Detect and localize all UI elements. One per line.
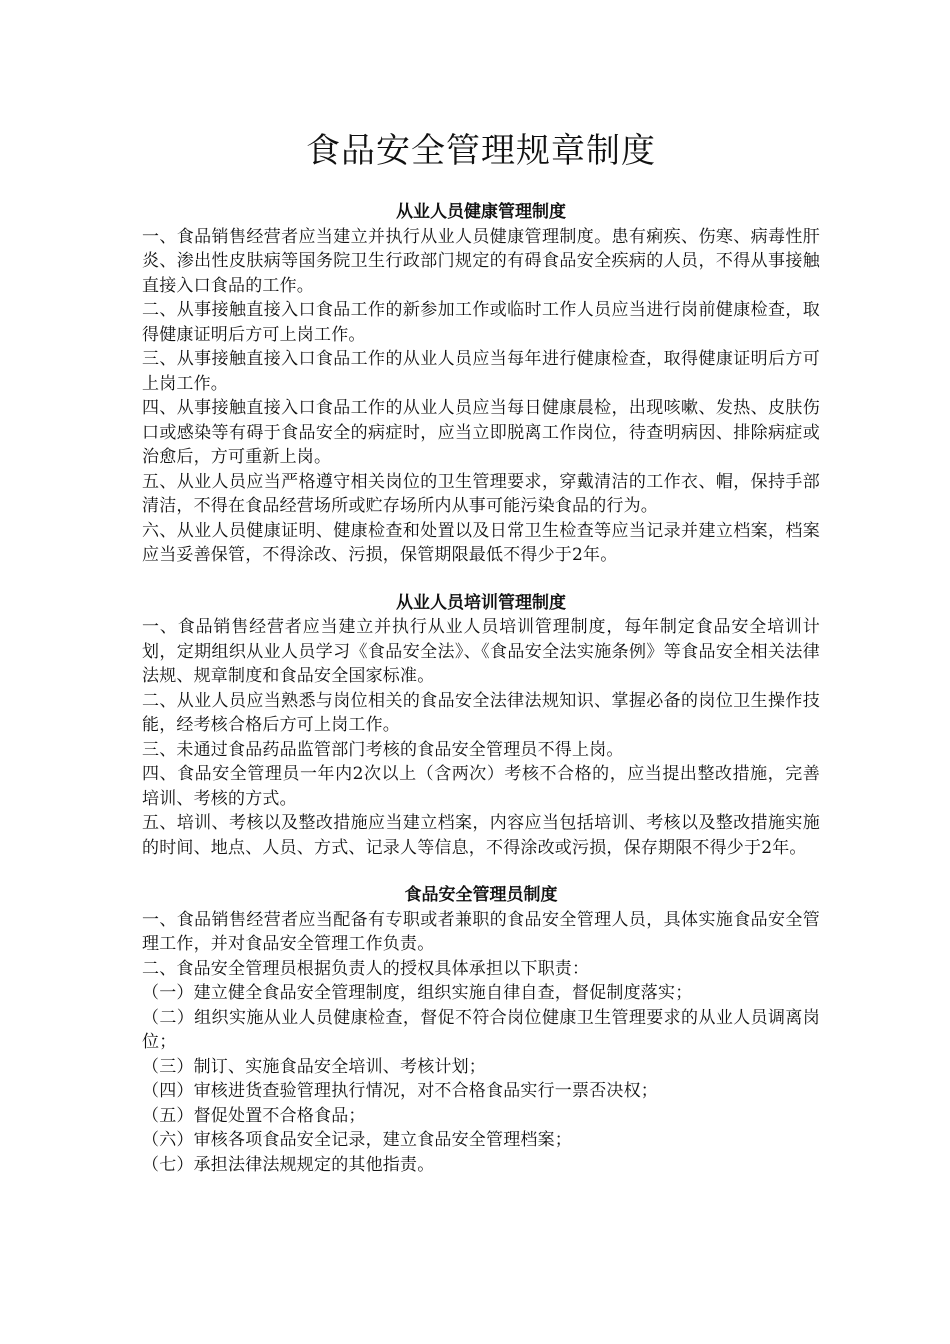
section-heading: 从业人员健康管理制度 xyxy=(396,202,566,222)
section-paragraph: 一、食品销售经营者应当建立并执行从业人员培训管理制度，每年制定食品安全培训计划，定期组织从业人员学习《食品安全法》、《食品安全法实施条例》等食品安全相关法律法规、规章制度和食品安全国家标准。 xyxy=(142,617,820,686)
document-page xyxy=(142,128,820,1177)
list-item: （四）审核进货查验管理执行情况，对不合格食品实行一票否决权； xyxy=(142,1081,658,1101)
section-paragraph: 二、从业人员应当熟悉与岗位相关的食品安全法律法规知识、掌握必备的岗位卫生操作技能，经考核合格后方可上岗工作。 xyxy=(142,690,820,735)
list-item: （六）审核各项食品安全记录，建立食品安全管理档案； xyxy=(142,1130,572,1150)
section-paragraph: 三、从事接触直接入口食品工作的从业人员应当每年进行健康检查，取得健康证明后方可上岗工作。 xyxy=(142,349,820,394)
section-safety-manager xyxy=(142,883,820,1177)
section-paragraph: 六、从业人员健康证明、健康检查和处置以及日常卫生检查等应当记录并建立档案，档案应当妥善保管，不得涂改、污损，保管期限最低不得少于2年。 xyxy=(142,520,820,565)
section-health-management xyxy=(142,200,820,568)
section-paragraph: 五、从业人员应当严格遵守相关岗位的卫生管理要求，穿戴清洁的工作衣、帽，保持手部清洁，不得在食品经营场所或贮存场所内从事可能污染食品的行为。 xyxy=(142,471,820,516)
section-paragraph: 二、从事接触直接入口食品工作的新参加工作或临时工作人员应当进行岗前健康检查，取得健康证明后方可上岗工作。 xyxy=(142,300,820,345)
list-item: （一）建立健全食品安全管理制度，组织实施自律自查，督促制度落实； xyxy=(142,983,693,1003)
section-heading: 从业人员培训管理制度 xyxy=(396,592,566,613)
list-item: （三）制订、实施食品安全培训、考核计划； xyxy=(142,1056,486,1077)
section-paragraph: 四、从事接触直接入口食品工作的从业人员应当每日健康晨检，出现咳嗽、发热、皮肤伤口或感染等有碍于食品安全的病症时，应当立即脱离工作岗位，待查明病因、排除病症或治愈后，方可重新上岗。 xyxy=(142,398,820,467)
section-paragraph: 一、食品销售经营者应当建立并执行从业人员健康管理制度。患有痢疾、伤寒、病毒性肝炎、渗出性皮肤病等国务院卫生行政部门规定的有碍食品安全疾病的人员，不得从事接触直接入口食品的工作。 xyxy=(142,226,820,296)
document-title: 食品安全管理规章制度 xyxy=(306,131,656,171)
section-paragraph: 三、未通过食品药品监管部门考核的食品安全管理员不得上岗。 xyxy=(142,739,624,760)
list-item: （五）督促处置不合格食品； xyxy=(142,1105,366,1126)
section-paragraph: 一、食品销售经营者应当配备有专职或者兼职的食品安全管理人员，具体实施食品安全管理工作，并对食品安全管理工作负责。 xyxy=(142,909,820,954)
section-paragraph: 五、培训、考核以及整改措施应当建立档案，内容应当包括培训、考核以及整改措施实施的时间、地点、人员、方式、记录人等信息，不得涂改或污损，保存期限不得少于2年。 xyxy=(142,813,820,858)
section-heading: 食品安全管理员制度 xyxy=(404,885,558,905)
section-paragraph: 二、食品安全管理员根据负责人的授权具体承担以下职责： xyxy=(142,958,590,979)
list-item: （七）承担法律法规规定的其他指责。 xyxy=(142,1154,435,1175)
section-training-management xyxy=(142,591,820,861)
list-item: （二）组织实施从业人员健康检查，督促不符合岗位健康卫生管理要求的从业人员调离岗位； xyxy=(142,1007,820,1052)
section-paragraph: 四、食品安全管理员一年内2次以上（含两次）考核不合格的，应当提出整改措施，完善培训、考核的方式。 xyxy=(142,764,820,809)
